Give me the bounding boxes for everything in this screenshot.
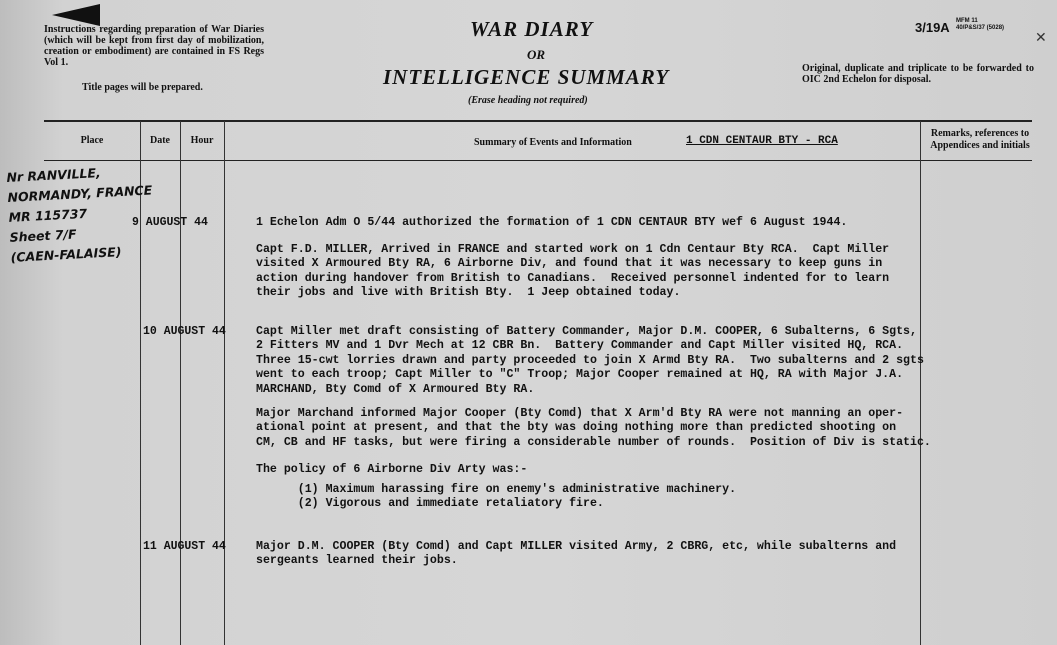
- column-header-place: Place: [80, 135, 104, 146]
- instructions-note: Instructions regarding preparation of War Diaries (which will be kept from first day of mobilization, creation or embodiment) are contained in FS Regs Vol 1.: [44, 24, 264, 68]
- title-intelligence-summary: INTELLIGENCE SUMMARY: [383, 65, 670, 89]
- entry-text: Capt F.D. MILLER, Arrived in FRANCE and started work on 1 Cdn Centaur Bty RCA. Capt Miller visited X Armoured Bty RA, 6 Airborne Div, and found that it was necessary to keep guns in action during handover from British to Canadians. Received personnel indented for to learn their jobs and live with British Bty. 1 Jeep obtained today.: [256, 243, 890, 300]
- entry-text: Major D.M. COOPER (Bty Comd) and Capt MILLER visited Army, 2 CBRG, etc, while subalterns and sergeants learned their jobs.: [256, 540, 897, 568]
- column-header-hour: Hour: [190, 135, 214, 146]
- erase-heading-note: (Erase heading not required): [468, 95, 588, 106]
- entry-text: Capt Miller met draft consisting of Battery Commander, Major D.M. COOPER, 6 Subalterns, 6 Sgts, 2 Fitters MV and 1 Dvr Mech at 12 CBR Bn. Battery Commander and Capt Miller visited HQ, RCA. Three 15-cwt lorries drawn and party proceeded to join X Armd Bty RA. Two subalterns and 2 sgts went to each troop; Capt Miller to "C" Troop; Major Cooper remained at HQ, RA with Major J.A. MARCHAND, Bty Comd of X Armoured Bty RA.: [256, 325, 924, 396]
- column-header-remarks: Remarks, references to Appendices and initials: [930, 128, 1030, 151]
- entry-date: 11 AUGUST 44: [143, 540, 226, 553]
- distribution-note: Original, duplicate and triplicate to be forwarded to OIC 2nd Echelon for disposal.: [802, 63, 1034, 85]
- place-handwritten: [6, 160, 156, 267]
- form-number: 3/19A: [915, 20, 950, 35]
- place-line: Sheet 7/F: [9, 226, 77, 245]
- unit-name: 1 CDN CENTAUR BTY - RCA: [686, 135, 838, 147]
- cross-mark-icon: ✕: [1035, 31, 1047, 46]
- corner-arrow-icon: [52, 4, 100, 26]
- title-or: OR: [527, 47, 546, 62]
- header-bottom-rule: [44, 160, 1032, 161]
- entry-date: 10 AUGUST 44: [143, 325, 226, 338]
- table-top-rule: [44, 120, 1032, 122]
- entry-text: 1 Echelon Adm O 5/44 authorized the formation of 1 CDN CENTAUR BTY wef 6 August 1944.: [256, 216, 848, 229]
- col-divider-hour: [224, 121, 225, 645]
- place-line: (CAEN-FALAISE): [10, 244, 122, 265]
- place-line: NORMANDY, FRANCE: [7, 182, 153, 205]
- title-pages-note: Title pages will be prepared.: [82, 82, 203, 93]
- entry-text: Major Marchand informed Major Cooper (Bty Comd) that X Arm'd Bty RA were not manning an oper- ational point at present, and that the bty was doing nothing more than predicted shooting on CM, CB and HF tasks, but were firing a considerable number of rounds. Position of Div is static.: [256, 407, 931, 449]
- place-line: MR 115737: [8, 205, 88, 225]
- entry-text: The policy of 6 Airborne Div Arty was:-: [256, 463, 528, 476]
- column-header-summary: Summary of Events and Information: [474, 137, 632, 148]
- place-line: Nr RANVILLE,: [6, 165, 102, 185]
- col-divider-date: [180, 121, 181, 645]
- form-code: MFM 11 40/P&S/37 (5028): [956, 18, 1005, 31]
- entry-text: (1) Maximum harassing fire on enemy's administrative machinery. (2) Vigorous and immediate retaliatory fire.: [297, 483, 737, 511]
- title-war-diary: WAR DIARY: [470, 17, 594, 41]
- column-header-date: Date: [150, 135, 170, 146]
- entry-date: 9 AUGUST 44: [132, 216, 208, 229]
